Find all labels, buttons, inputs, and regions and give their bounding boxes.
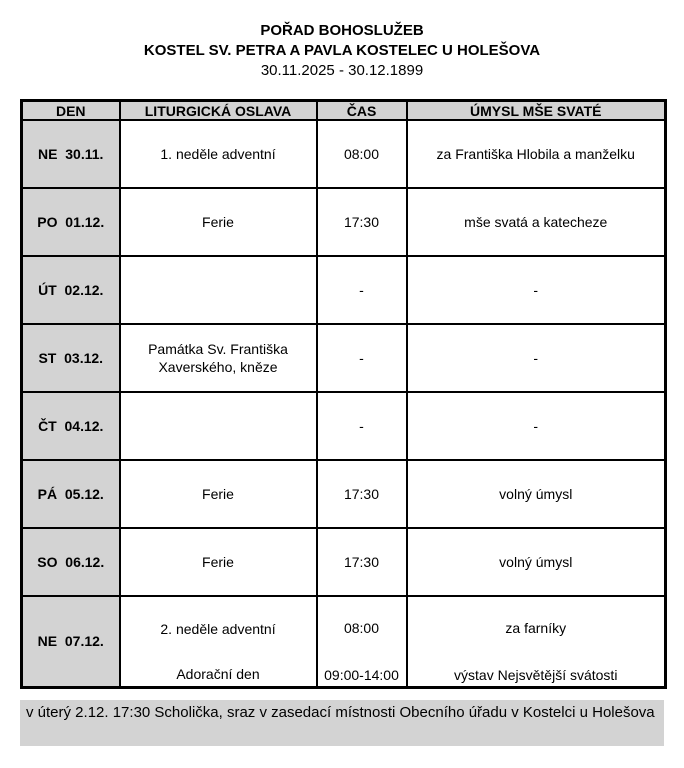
liturgy-cell: Ferie <box>120 460 317 528</box>
liturgy-cell: 1. neděle adventní <box>120 120 317 188</box>
liturgy-cell: Památka Sv. Františka Xaverského, kněze <box>120 324 317 392</box>
service-schedule-table <box>20 99 667 689</box>
time-cell: 08:00 <box>317 120 407 188</box>
intention-cell: - <box>407 392 666 460</box>
table-row <box>22 188 666 256</box>
title-block <box>0 21 684 81</box>
column-header-cas: ČAS <box>317 101 407 121</box>
page-title: POŘAD BOHOSLUŽEB <box>260 22 424 39</box>
day-cell: ST 03.12. <box>22 324 120 392</box>
time-line-1: 08:00 <box>343 620 380 637</box>
time-cell <box>317 596 407 687</box>
intention-cell <box>407 596 666 687</box>
table-row <box>22 120 666 188</box>
day-cell: SO 06.12. <box>22 528 120 596</box>
liturgy-cell <box>120 256 317 324</box>
table-row <box>22 392 666 460</box>
intention-cell: - <box>407 256 666 324</box>
table-row <box>22 528 666 596</box>
liturgy-cell: Ferie <box>120 188 317 256</box>
time-cell: - <box>317 256 407 324</box>
intention-cell: za Františka Hlobila a manželku <box>407 120 666 188</box>
intention-cell: - <box>407 324 666 392</box>
time-cell: 17:30 <box>317 528 407 596</box>
liturgy-cell: Ferie <box>120 528 317 596</box>
time-cell: 17:30 <box>317 188 407 256</box>
liturgy-cell <box>120 596 317 687</box>
column-header-den: DEN <box>22 101 120 121</box>
time-cell: - <box>317 324 407 392</box>
footer-note: v úterý 2.12. 17:30 Scholička, sraz v zasedací místnosti Obecního úřadu v Kostelci u Holešova <box>20 700 664 746</box>
column-header-liturgicka-oslava: LITURGICKÁ OSLAVA <box>120 101 317 121</box>
intention-line-2: výstav Nejsvětější svátosti <box>454 667 618 684</box>
time-cell: 17:30 <box>317 460 407 528</box>
table-row <box>22 596 666 687</box>
table-row <box>22 460 666 528</box>
time-line-2: 09:00-14:00 <box>324 667 399 684</box>
liturgy-cell <box>120 392 317 460</box>
table-row <box>22 324 666 392</box>
intention-line-1: za farníky <box>505 620 567 637</box>
table-header-row <box>22 101 666 121</box>
church-name: KOSTEL SV. PETRA A PAVLA KOSTELEC U HOLEŠOVA <box>143 42 541 59</box>
table-row <box>22 256 666 324</box>
intention-cell: mše svatá a katecheze <box>407 188 666 256</box>
day-cell: PO 01.12. <box>22 188 120 256</box>
day-cell: NE 07.12. <box>22 596 120 687</box>
time-stack <box>318 598 406 684</box>
liturgy-line-1: 2. neděle adventní <box>160 621 276 638</box>
intention-cell: volný úmysl <box>407 460 666 528</box>
day-cell: ÚT 02.12. <box>22 256 120 324</box>
liturgy-line-2: Adorační den <box>176 666 260 683</box>
column-header-umysl: ÚMYSL MŠE SVATÉ <box>407 101 666 121</box>
day-cell: NE 30.11. <box>22 120 120 188</box>
day-cell: ČT 04.12. <box>22 392 120 460</box>
date-range: 30.11.2025 - 30.12.1899 <box>260 62 424 79</box>
day-cell: PÁ 05.12. <box>22 460 120 528</box>
liturgy-stack <box>121 598 316 684</box>
time-cell: - <box>317 392 407 460</box>
intention-cell: volný úmysl <box>407 528 666 596</box>
intention-stack <box>408 598 665 684</box>
